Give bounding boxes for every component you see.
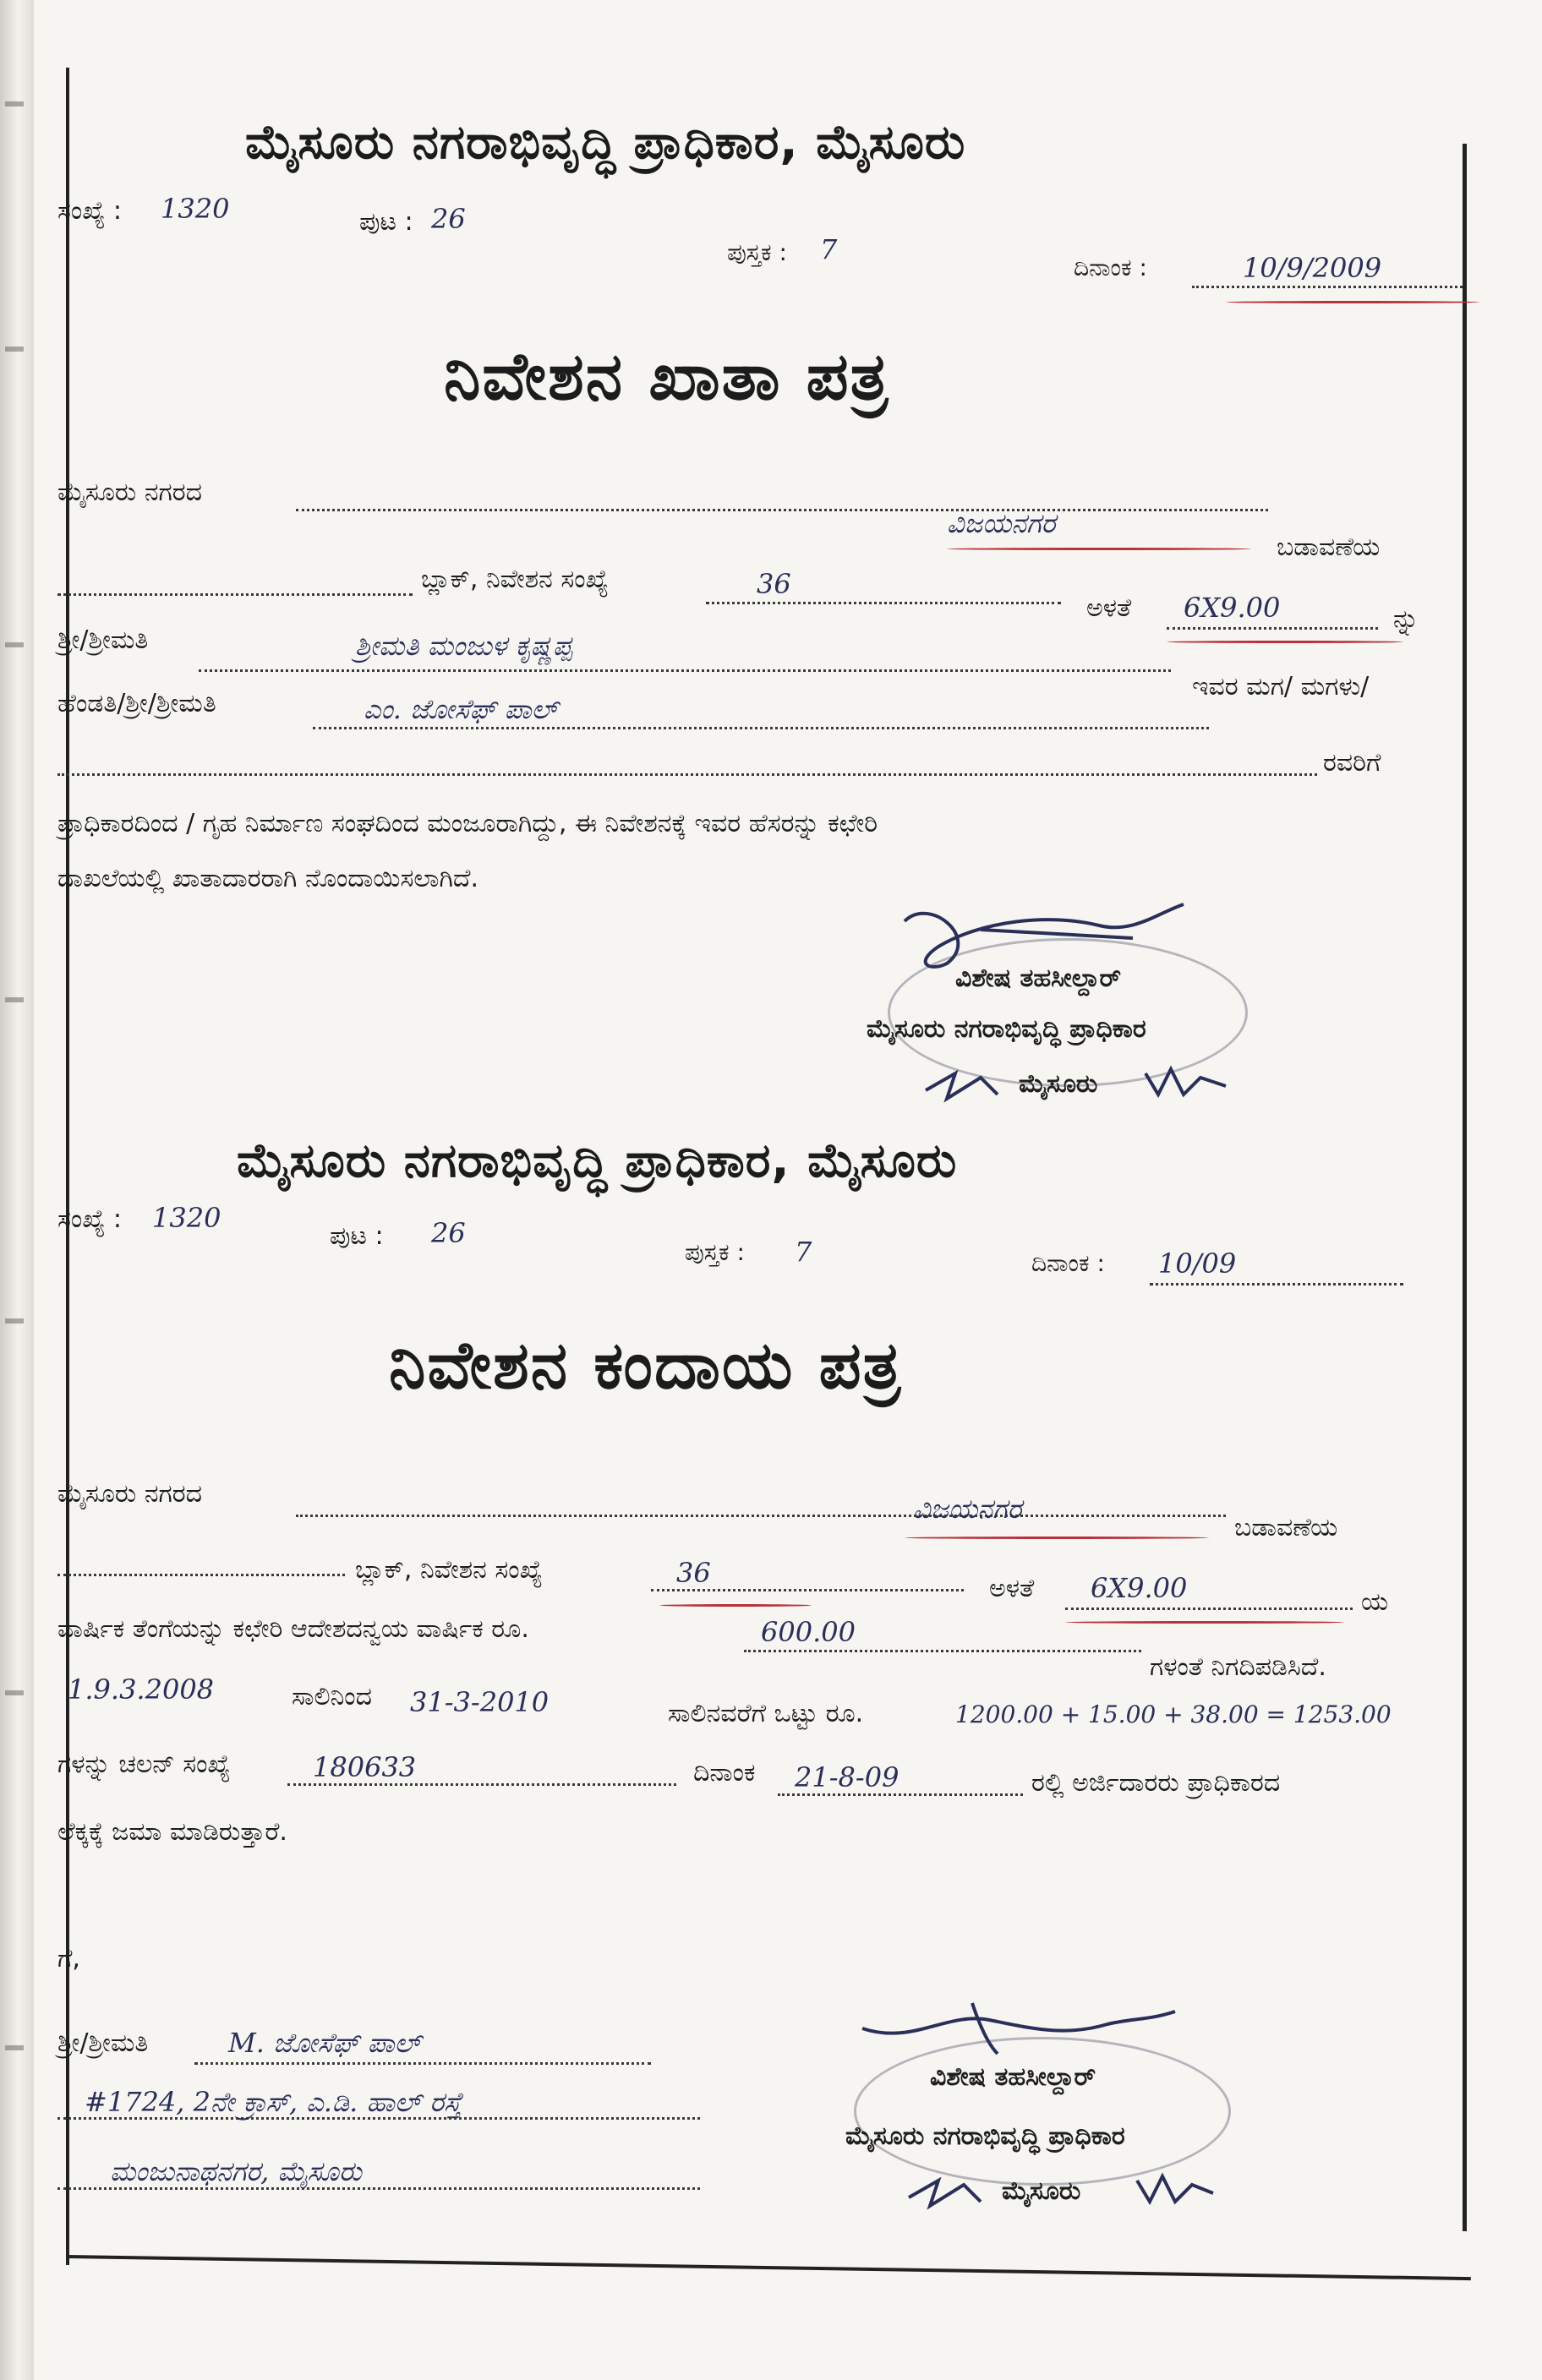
number-value: 1320 [161, 193, 230, 225]
number-value: 1320 [152, 1202, 221, 1234]
binding-mark [5, 347, 24, 352]
frame-border-left [66, 68, 69, 2265]
sanction-paragraph-line1: ಪ್ರಾಧಿಕಾರದಿಂದ / ಗೃಹ ನಿರ್ಮಾಣ ಸಂಘದಿಂದ ಮಂಜೂರಾಗಿದ್ದು, ಈ ನಿವೇಶನಕ್ಕೆ ಇವರ ಹೆಸರನ್ನು ಕಛೇರಿ [57, 809, 878, 838]
office-heading: ಮೈಸೂರು ನಗರಾಭಿವೃದ್ಧಿ ಪ್ರಾಧಿಕಾರ, ಮೈಸೂರು [245, 115, 966, 170]
signatory-city: ಮೈಸೂರು [1019, 1069, 1098, 1099]
layout-suffix: ಬಡಾವಣೆಯ [1234, 1513, 1338, 1542]
challan-suffix: ರಲ್ಲಿ ಅರ್ಜಿದಾರರು ಪ್ರಾಧಿಕಾರದ [1031, 1768, 1281, 1798]
tax-value: 600.00 [761, 1616, 856, 1648]
block-label: ಬ್ಲಾಕ್, ನಿವೇಶನ ಸಂಖ್ಯೆ [421, 565, 609, 594]
page-value: 26 [431, 1217, 466, 1249]
signatory-title: ವಿಶೇಷ ತಹಸೀಲ್ದಾರ್ [955, 963, 1122, 993]
date-label: ದಿನಾಂಕ : [1074, 254, 1147, 281]
challan-number-value: 180633 [313, 1751, 417, 1783]
initials-right-1 [1141, 1061, 1234, 1103]
date-value: 10/9/2009 [1243, 252, 1382, 284]
period-from-label: ಸಾಲಿನಿಂದ [292, 1682, 372, 1711]
number-label: ಸಂಖ್ಯೆ : [57, 196, 123, 226]
layout-underline [905, 1537, 1209, 1539]
date-dotted-line [1192, 286, 1463, 288]
challan-dotted-line [287, 1783, 676, 1786]
addressee-owner-dotted-line [194, 2062, 651, 2065]
date-label: ದಿನಾಂಕ : [1031, 1249, 1105, 1277]
layout-value: ವಿಜಯನಗರ [913, 1493, 1022, 1525]
document-sheet [34, 0, 1542, 2380]
size-suffix: ನ್ನು [1393, 604, 1419, 634]
date-dotted-line [1150, 1283, 1403, 1286]
size-underline [1065, 1621, 1344, 1624]
binding-mark [5, 997, 24, 1002]
size-label: ಅಳತೆ [989, 1574, 1035, 1603]
signatory-city: ಮೈಸೂರು [1002, 2176, 1081, 2206]
signatory-organization: ಮೈಸೂರು ನಗರಾಭಿವೃದ್ಧಿ ಪ್ರಾಧಿಕಾರ [845, 2121, 1125, 2151]
size-dotted-line [1065, 1608, 1353, 1610]
total-amount-value: 1200.00 + 15.00 + 38.00 = 1253.00 [955, 1700, 1392, 1728]
period-to-value: 31-3-2010 [410, 1686, 550, 1718]
page-label: ಪುಟ : [330, 1221, 384, 1251]
owner-dotted-line [199, 669, 1171, 672]
book-label: ಪುಸ್ತಕ : [727, 238, 787, 266]
frame-border-bottom [68, 2255, 1471, 2280]
period-to-label: ಸಾಲಿನವರೆಗೆ ಒಟ್ಟು ರೂ. [668, 1699, 864, 1728]
site-number-dotted-line [706, 602, 1061, 604]
date-underline [1226, 301, 1479, 303]
layout-value: ವಿಜಯನಗರ [947, 507, 1056, 539]
block-dotted-line [57, 1574, 345, 1576]
binding-mark [5, 101, 24, 106]
page-value: 26 [431, 203, 466, 235]
deposit-line: ಲೆಕ್ಕಕ್ಕೆ ಜಮಾ ಮಾಡಿರುತ್ತಾರೆ. [57, 1817, 287, 1847]
book-binding [0, 0, 36, 2380]
period-from-value: 1.9.3.2008 [68, 1673, 215, 1706]
tax-prefix: ವಾರ್ಷಿಕ ತೆಂಗೆಯನ್ನು ಕಛೇರಿ ಆದೇಶದನ್ವಯ ವಾರ್ಷಿಕ ರೂ. [57, 1614, 529, 1644]
challan-prefix: ಗಳನ್ನು ಚಲನ್ ಸಂಖ್ಯೆ [57, 1750, 231, 1779]
block-dotted-line [57, 593, 413, 596]
site-number-value: 36 [676, 1557, 711, 1589]
initials-right-2 [1133, 2168, 1217, 2210]
site-number-value: 36 [757, 568, 791, 600]
signatory-title: ವಿಶೇಷ ತಹಸೀಲ್ದಾರ್ [930, 2062, 1096, 2092]
spouse-value: ಎಂ. ಜೋಸೆಫ್ ಪಾಲ್ [364, 693, 558, 725]
addressee-to-label: ಗೆ, [57, 1944, 80, 1973]
initials-left-2 [905, 2172, 989, 2214]
signatory-organization: ಮೈಸೂರು ನಗರಾಭಿವೃದ್ಧಿ ಪ್ರಾಧಿಕಾರ [867, 1014, 1146, 1044]
size-label: ಅಳತೆ [1086, 593, 1132, 623]
binding-mark [5, 1690, 24, 1695]
layout-dotted-line [296, 509, 1268, 511]
recipient-suffix: ರವರಿಗೆ [1323, 748, 1381, 778]
recipient-dotted-line [57, 773, 1317, 776]
binding-mark [5, 642, 24, 647]
addressee-owner-value: M. ಜೋಸೆಫ್ ಪಾಲ್ [228, 2027, 421, 2059]
spouse-dotted-line [313, 727, 1209, 729]
size-underline [1167, 641, 1403, 643]
city-label: ಮೈಸೂರು ನಗರದ [57, 478, 203, 507]
city-label: ಮೈಸೂರು ನಗರದ [57, 1479, 203, 1509]
challan-date-value: 21-8-09 [795, 1761, 900, 1793]
layout-underline [947, 548, 1251, 550]
date-value: 10/09 [1158, 1247, 1237, 1280]
challan-date-dotted-line [778, 1793, 1023, 1796]
site-number-underline [659, 1604, 812, 1607]
layout-dotted-line [296, 1515, 1226, 1517]
tax-dotted-line [744, 1650, 1141, 1652]
owner-label: ಶ್ರೀ/ಶ್ರೀಮತಿ [57, 625, 149, 655]
addressee-owner-label: ಶ್ರೀ/ಶ್ರೀಮತಿ [57, 2028, 149, 2058]
binding-mark [5, 2045, 24, 2050]
site-number-dotted-line [651, 1589, 964, 1591]
binding-mark [5, 1318, 24, 1324]
tax-suffix: ಗಳಂತೆ ನಿಗದಿಪಡಿಸಿದೆ. [1150, 1652, 1326, 1682]
book-label: ಪುಸ್ತಕ : [685, 1238, 745, 1266]
document-title: ನಿವೇಶನ ಖಾತಾ ಪತ್ರ [444, 339, 890, 415]
size-value: 6X9.00 [1091, 1572, 1188, 1604]
office-heading: ಮೈಸೂರು ನಗರಾಭಿವೃದ್ಧಿ ಪ್ರಾಧಿಕಾರ, ಮೈಸೂರು [237, 1133, 958, 1188]
address-line2-value: ಮಂಜುನಾಥನಗರ, ಮೈಸೂರು [110, 2155, 362, 2187]
document-title: ನಿವೇಶನ ಕಂದಾಯ ಪತ್ರ [389, 1328, 903, 1404]
owner-value: ಶ್ರೀಮತಿ ಮಂಜುಳ ಕೃಷ್ಣಪ್ಪ [355, 630, 572, 662]
spouse-label: ಹೆಂಡತಿ/ಶ್ರೀ/ಶ್ರೀಮತಿ [57, 689, 216, 718]
address-line1-value: #1724, 2ನೇ ಕ್ರಾಸ್, ಎ.ಡಿ. ಹಾಲ್ ರಸ್ತೆ [85, 2086, 462, 2118]
challan-date-label: ದಿನಾಂಕ [693, 1758, 756, 1788]
initials-left-1 [921, 1065, 1006, 1107]
book-value: 7 [795, 1236, 812, 1268]
seal-stamp-2 [854, 2037, 1231, 2186]
relation-suffix: ಇವರ ಮಗ/ ಮಗಳು/ [1192, 672, 1370, 701]
page-label: ಪುಟ : [359, 207, 413, 237]
book-value: 7 [820, 233, 838, 265]
layout-suffix: ಬಡಾವಣೆಯ [1277, 532, 1381, 562]
size-suffix: ಯ [1361, 1587, 1389, 1617]
sanction-paragraph-line2: ದಾಖಲೆಯಲ್ಲಿ ಖಾತಾದಾರರಾಗಿ ನೊಂದಾಯಿಸಲಾಗಿದೆ. [57, 864, 478, 893]
size-dotted-line [1167, 627, 1378, 630]
size-value: 6X9.00 [1184, 592, 1281, 624]
frame-border-right [1463, 144, 1467, 2231]
block-label: ಬ್ಲಾಕ್, ನಿವೇಶನ ಸಂಖ್ಯೆ [355, 1555, 543, 1585]
number-label: ಸಂಖ್ಯೆ : [57, 1204, 123, 1234]
